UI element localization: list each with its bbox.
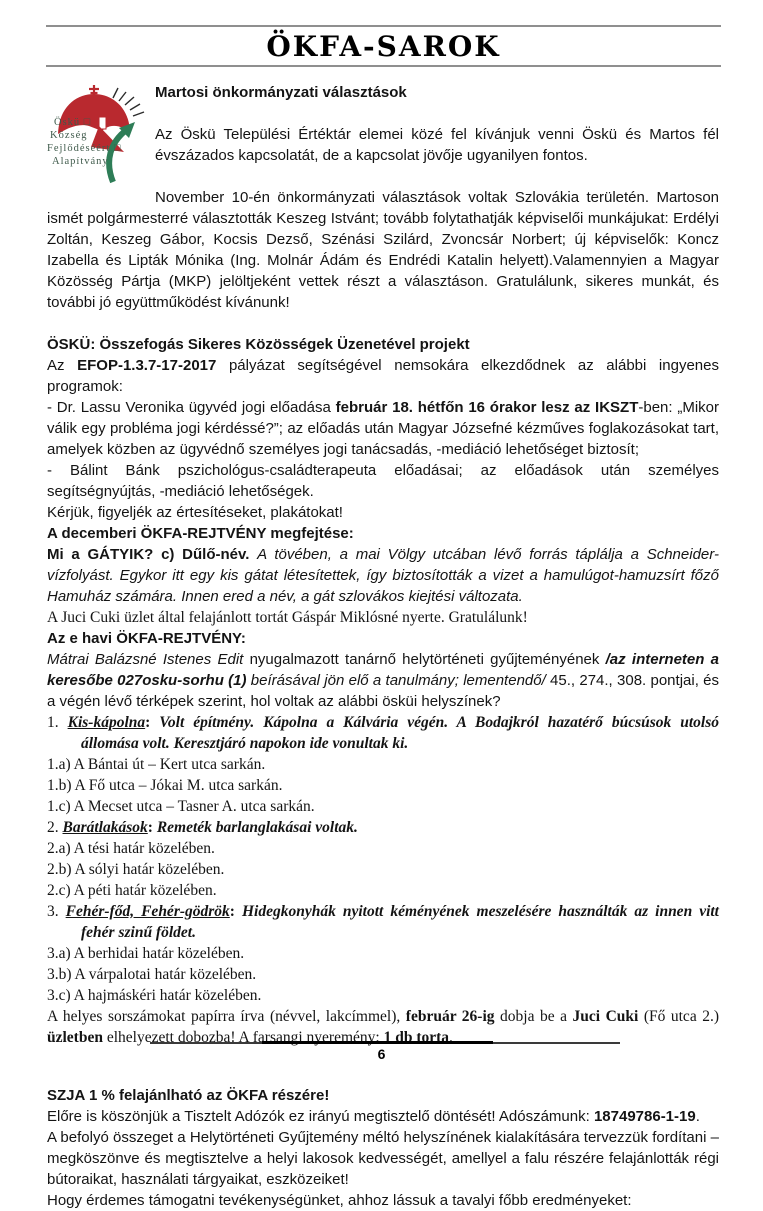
text-segment: 2.c) A péti határ közelében. <box>47 882 217 899</box>
text-segment: üzletben <box>47 1029 103 1046</box>
text-segment: Mátrai Balázsné Istenes Edit <box>47 651 244 668</box>
text-segment: február 26-ig <box>405 1008 495 1025</box>
text-segment: Az <box>47 357 78 374</box>
paragraph <box>47 964 719 985</box>
paragraph <box>47 649 719 712</box>
text-segment: Remeték barlanglakásai voltak. <box>156 819 358 836</box>
text-segment: 45., 274., 308. pontjai, és a végén lévő térképek szerint, hol voltak az alábbi ösküi helyszínek? <box>47 672 720 710</box>
paragraph <box>47 838 719 859</box>
text-segment: Martosi önkormányzati választások <box>155 84 407 101</box>
paragraph <box>47 775 719 796</box>
text-segment: Hidegkonyhák nyitott kéményének meszelésére használták az innen vitt fehér szinű földet. <box>81 903 719 941</box>
text-segment: 1. <box>47 714 68 731</box>
paragraph <box>47 901 719 943</box>
text-segment: : <box>229 903 242 920</box>
text-segment: A Juci Cuki üzlet által felajánlott tortát Gáspár Miklósné nyerte. Gratulálunk! <box>47 609 528 626</box>
text-segment: Volt építmény. Kápolna a Kálvária végén. A Bodajkról hazatérő búcsúsok utolsó állomása volt. Keresztjáró napokon ide vonultak ki. <box>81 714 720 752</box>
masthead <box>46 0 721 67</box>
header-rule-bottom <box>46 65 721 67</box>
text-segment: 1.b) A Fő utca – Jókai M. utca sarkán. <box>47 777 283 794</box>
text-segment: dobja be a <box>494 1008 573 1025</box>
footer-rule-thick <box>262 1041 493 1044</box>
text-segment: beírásával jön elő a tanulmány; lementendő/ <box>250 672 546 689</box>
paragraph <box>47 502 719 523</box>
text-segment: Az Öskü Települési Értéktár elemei közé fel kívánjuk venni Öskü és Martos fél évszázados kapcsolatát, de a kapcsolat jövője ugyanilyen fontos. <box>155 126 719 164</box>
text-segment: /az interneten a keresőbe 027osku-sorhu (1) <box>47 651 719 689</box>
page-number: 6 <box>377 1046 386 1062</box>
text-segment: November 10-én önkormányzati választások voltak Szlovákia területén. Martoson ismét polgármesterré választották Keszeg Istvánt; tovább folytathatják képviselői munkájukat: Erdélyi Zoltán, Keszeg Gábor, Kocsis Dezső, Szénási Szilárd, Zvoncsár Norbert; új képviselők: Koncz Izabella és Lipták Mónika (Ing. Molnár Ádám és Endrédi Katalin helyett).Valamennyien a Magyar Közösség Pártja (MKP) jelöltjeként vettek részt a választáson. Gratulálunk, sikeres munkát, és további jó együttműködést kívánunk! <box>47 189 719 311</box>
paragraph <box>47 943 719 964</box>
text-segment: 3.a) A berhidai határ közelében. <box>47 945 245 962</box>
paragraph <box>47 124 719 166</box>
logo-text-line: Alapítvány <box>52 156 109 167</box>
logo-text-line: Fejlődéséért □ <box>47 143 122 154</box>
text-segment: -ben: „Mikor válik egy probléma jogi kérdéssé?”; az előadás után Magyar Józsefné kézműves foglakozásokat tart, amelyek közben az ügyvédnő személyes jogi tanácsadás, -mediáció lehetőséget biztosít; <box>47 399 719 458</box>
text-segment: A helyes sorszámokat papírra írva (névvel, lakcímmel), <box>47 1008 406 1025</box>
text-segment: 2. <box>47 819 63 836</box>
text-segment: Barátlakások <box>62 819 148 836</box>
text-segment: Mi a GÁTYIK? c) Dűlő-név. <box>47 546 250 563</box>
paragraph <box>47 1190 719 1211</box>
page-title: ÖKFA-SAROK <box>266 30 501 63</box>
paragraph <box>47 187 719 313</box>
paragraph <box>47 1127 719 1190</box>
paragraph <box>47 817 719 838</box>
paragraph <box>47 628 719 649</box>
text-segment: A decemberi ÖKFA-REJTVÉNY megfejtése: <box>47 525 354 542</box>
text-segment: Előre is köszönjük a Tisztelt Adózók ez irányú megtisztelő döntését! Adószámunk: <box>47 1108 594 1125</box>
text-segment: : <box>147 819 157 836</box>
text-segment: A tövében, a mai Völgy utcában lévő forrás táplálja a Schneider-vízfolyást. Egykor itt egy kis gátat létesítettek, így biztosították a vizet a hamulúgot-hamuzsírt főző Hamuház számára. Innen ered a név, a gát szlovákos kiejtési változata. <box>47 546 719 605</box>
paragraph <box>47 859 719 880</box>
paragraph <box>47 460 719 502</box>
text-segment: pályázat segítségével nemsokára elkezdődnek az alábbi ingyenes programok: <box>47 357 719 395</box>
text-segment: : <box>145 714 160 731</box>
paragraph <box>47 754 719 775</box>
header-rule-top <box>46 25 721 27</box>
text-segment: 3. <box>47 903 66 920</box>
text-segment: 18749786-1-19 <box>593 1108 696 1125</box>
text-segment <box>249 546 257 563</box>
text-segment: Fehér-főd, Fehér-gödrök <box>65 903 230 920</box>
text-segment: nyugalmazott tanárnő helytörténeti gyűjteményének <box>243 651 606 668</box>
paragraph <box>47 712 719 754</box>
text-segment: 2.b) A sólyi határ közelében. <box>47 861 225 878</box>
text-segment: - Dr. Lassu Veronika ügyvéd jogi előadása <box>47 399 336 416</box>
text-segment: Az e havi ÖKFA-REJTVÉNY: <box>47 630 246 647</box>
text-segment: 3.c) A hajmáskéri határ közelében. <box>47 987 262 1004</box>
paragraph <box>47 796 719 817</box>
text-segment: 2.a) A tési határ közelében. <box>47 840 215 857</box>
paragraph <box>47 1085 719 1106</box>
text-segment: Juci Cuki <box>572 1008 639 1025</box>
text-segment: . <box>449 1029 453 1046</box>
paragraph <box>47 82 719 103</box>
text-segment: SZJA 1 % felajánlható az ÖKFA részére! <box>47 1087 330 1104</box>
paragraph <box>47 544 719 607</box>
text-segment: Kérjük, figyeljék az értesítéseket, plakátokat! <box>47 504 343 521</box>
paragraph <box>47 397 719 460</box>
paragraph <box>47 355 719 397</box>
logo-text-line: Öskü □ <box>54 117 92 128</box>
text-segment: A befolyó összeget a Helytörténeti Gyűjtemény méltó helyszínének kialakítására tervezzük fordítani – megköszönve és megtisztelve a helyi lakosok kedvességét, amellyel a falu részére felajánlották régi bútoraikat, használati tárgyaikat, eszközeiket! <box>47 1129 719 1188</box>
text-segment: 1.a) A Bántai út – Kert utca sarkán. <box>47 756 266 773</box>
text-segment: - Bálint Bánk pszichológus-családterapeuta előadásai; az előadások után személyes segítségnyújtás, -mediáció lehetőségek. <box>47 462 719 500</box>
text-segment: ÖSKÜ: Összefogás Sikeres Közösségek Üzenetével projekt <box>47 336 470 353</box>
text-segment: 3.b) A várpalotai határ közelében. <box>47 966 257 983</box>
logo-text-line: Község <box>50 130 88 141</box>
paragraph <box>47 334 719 355</box>
text-segment: Kis-kápolna <box>67 714 146 731</box>
paragraph <box>47 607 719 628</box>
text-segment: elhelyezett dobozba! A farsangi nyeremény: <box>102 1029 384 1046</box>
text-segment: EFOP-1.3.7-17-2017 <box>77 357 217 374</box>
text-segment: február 18. hétfőn 16 órakor lesz az IKSZT <box>335 399 639 416</box>
text-segment: 1 db torta <box>383 1029 450 1046</box>
text-segment: . <box>695 1108 700 1125</box>
text-segment: (Fő utca 2.) <box>638 1008 719 1025</box>
paragraph <box>47 880 719 901</box>
paragraph <box>47 1106 719 1127</box>
foundation-logo <box>47 84 147 188</box>
paragraph <box>47 985 719 1006</box>
text-segment: 1.c) A Mecset utca – Tasner A. utca sarkán. <box>47 798 315 815</box>
text-segment: Hogy érdemes támogatni tevékenységünket, ahhoz lássuk a tavalyi főbb eredményeket: <box>47 1192 632 1209</box>
paragraph <box>47 523 719 544</box>
